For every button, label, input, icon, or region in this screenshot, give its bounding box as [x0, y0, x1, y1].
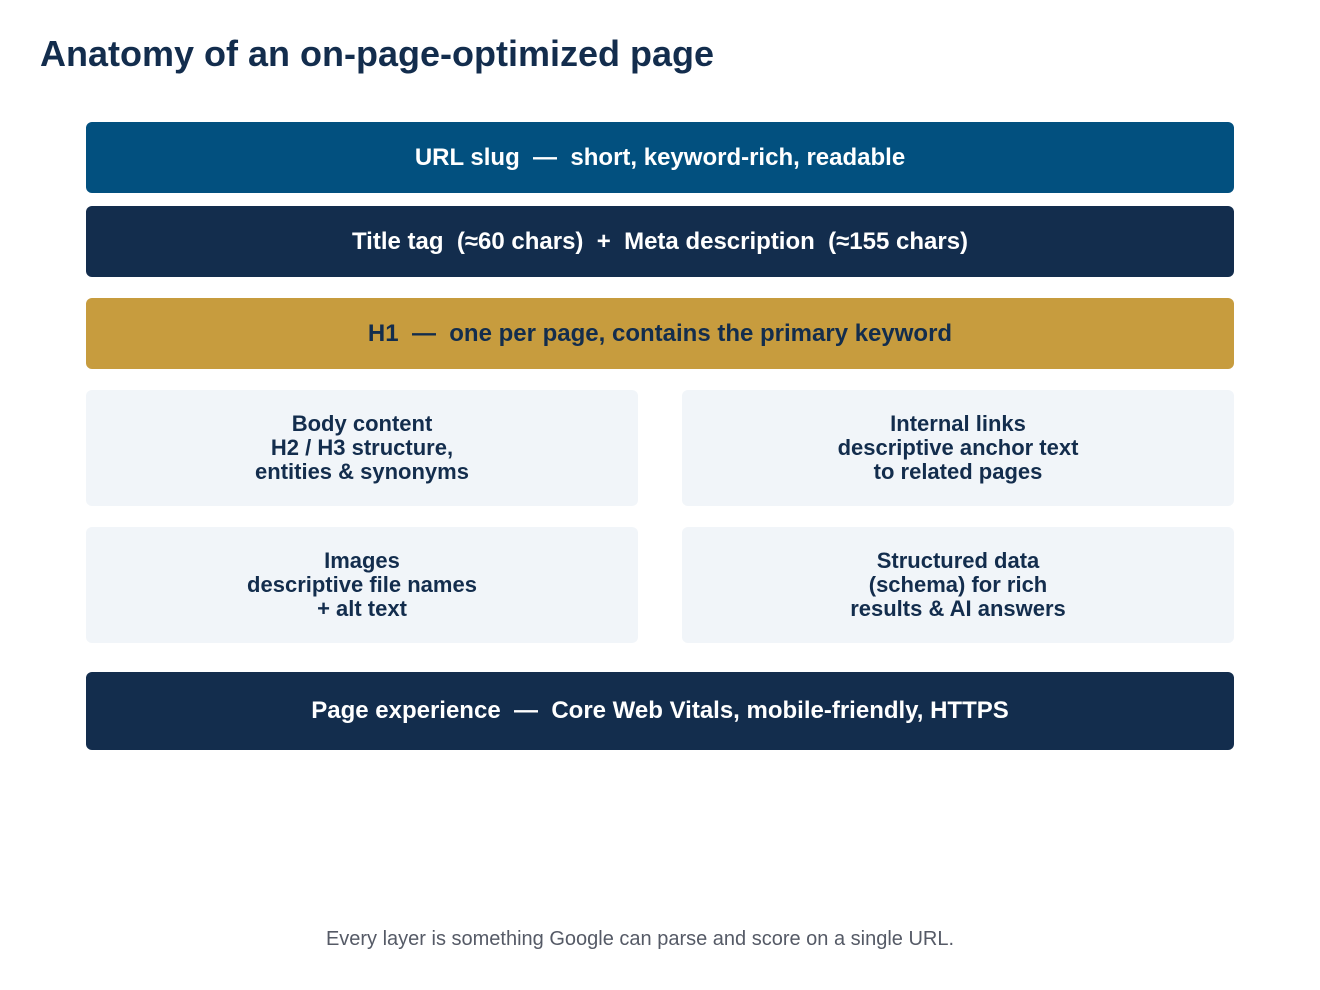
footer-caption: Every layer is something Google can parse and score on a single URL.	[325, 928, 955, 950]
body-content-card	[86, 390, 638, 506]
images-line: descriptive file names	[247, 572, 477, 597]
body-content-line: H2 / H3 structure,	[270, 435, 454, 460]
page-experience-layer: Page experience — Core Web Vitals, mobile-friendly, HTTPS	[86, 672, 1234, 750]
images-heading: Images	[324, 548, 400, 573]
body-content-heading: Body content	[291, 411, 433, 436]
title-meta-layer: Title tag (≈60 chars) + Meta description (≈155 chars)	[86, 206, 1234, 277]
internal-links-line: descriptive anchor text	[837, 435, 1079, 460]
internal-links-line: to related pages	[873, 459, 1043, 484]
structured-data-heading: Structured data	[876, 548, 1040, 573]
internal-links-heading: Internal links	[890, 411, 1026, 436]
structured-data-card	[682, 527, 1234, 643]
h1-layer: H1 — one per page, contains the primary keyword	[86, 298, 1234, 369]
structured-data-line: (schema) for rich	[868, 572, 1048, 597]
images-card	[86, 527, 638, 643]
page-title: Anatomy of an on-page-optimized page	[40, 33, 715, 74]
images-line: + alt text	[317, 596, 407, 621]
url-slug-layer: URL slug — short, keyword-rich, readable	[86, 122, 1234, 193]
structured-data-line: results & AI answers	[850, 596, 1066, 621]
internal-links-card	[682, 390, 1234, 506]
body-content-line: entities & synonyms	[255, 459, 469, 484]
